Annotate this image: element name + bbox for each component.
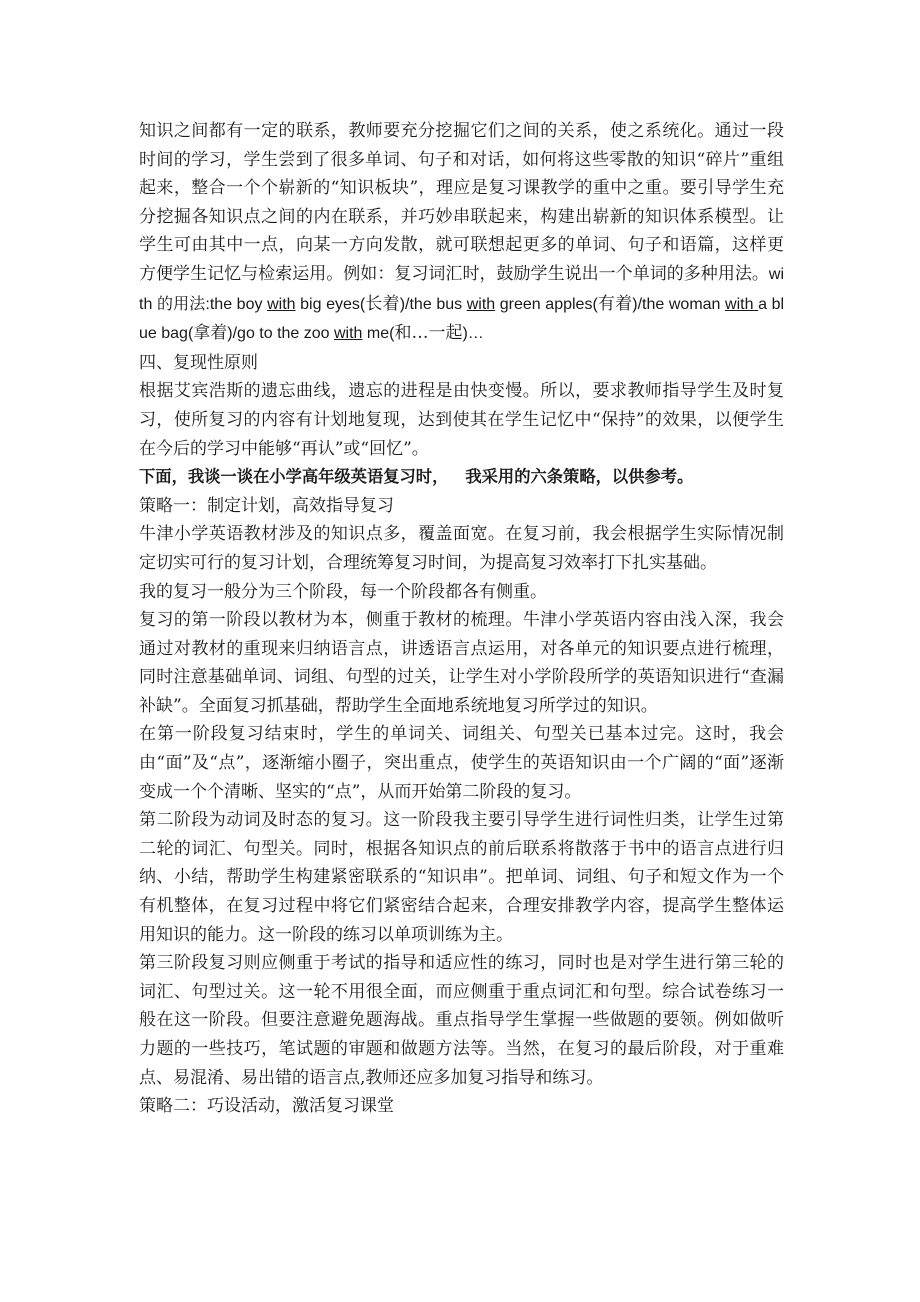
strategy-one-heading: 策略一：制定计划，高效指导复习: [139, 495, 394, 516]
with-underline-2: with: [466, 295, 496, 313]
with-underline-4: with: [334, 325, 363, 343]
section-heading-recurrence: 四、复现性原则: [139, 352, 258, 373]
with-example-end: )…: [462, 325, 484, 343]
with-underline-3: with: [725, 295, 759, 313]
paragraph-knowledge-links: [139, 117, 784, 349]
with-example-4: )/the woman: [632, 295, 726, 313]
paragraph-oxford-textbook: 牛津小学英语教材涉及的知识点多，覆盖面宽。在复习前，我会根据学生实际情况制定切实可行的复习计划，合理统筹复习时间，为提高复习效率打下扎实基础。: [139, 524, 784, 573]
strategy-two-heading: 策略二：巧设活动，激活复习课堂: [139, 1096, 394, 1117]
paragraph-stage-one-end: 在第一阶段复习结束时，学生的单词关、词组关、句型关已基本过完。这时，我会由“面”及“点”，逐渐缩小圈子，突出重点，使学生的英语知识由一个广阔的“面”逐渐变成一个个清晰、坚实的“点”，从而开始第二阶段的复习。: [139, 724, 784, 802]
with-example-7: me(: [362, 325, 395, 343]
with-gloss-3: 拿着: [193, 323, 228, 344]
with-example-1: big eyes(: [295, 295, 366, 313]
with-example-3: green apples(: [495, 295, 598, 313]
paragraph-stage-one: 复习的第一阶段以教材为本，侧重于教材的梳理。牛津小学英语内容由浅入深，我会通过对教材的重现来归纳语言点，讲透语言点运用，对各单元的知识要点进行梳理，同时注意基础单词、词组、句型的过关，让学生对小学阶段所学的英语知识进行“查漏补缺”。全面复习抓基础，帮助学生全面地系统地复习所学过的知识。: [139, 610, 784, 716]
with-example-5: a blue bag(: [139, 295, 785, 343]
with-gloss-4: 和…一起: [394, 323, 463, 344]
paragraph-stage-two: 第二阶段为动词及时态的复习。这一阶段我主要引导学生进行词性归类，让学生过第二轮的词汇、句型关。同时，根据各知识点的前后联系将散落于书中的语言点进行归纳、小结，帮助学生构建紧密联系的“知识串”。把单词、词组、句子和短文作为一个有机整体，在复习过程中将它们紧密结合起来，合理安排教学内容，提高学生整体运用知识的能力。这一阶段的练习以单项训练为主。: [139, 810, 784, 945]
with-example-6: )/go to the zoo: [227, 325, 334, 343]
with-gloss-1: 长着: [365, 293, 400, 314]
with-example-2: )/the bus: [399, 295, 467, 313]
paragraph-stage-three: 第三阶段复习则应侧重于考试的指导和适应性的练习，同时也是对学生进行第三轮的词汇、句型过关。这一轮不用很全面，而应侧重于重点词汇和句型。综合试卷练习一般在这一阶段。但要注意避免题海战。重点指导学生掌握一些做题的要领。例如做听力题的一些技巧，笔试题的审题和做题方法等。当然，在复习的最后阶段，对于重难点、易混淆、易出错的语言点,教师还应多加复习指导和练习。: [139, 953, 784, 1088]
with-underline-1: with: [267, 295, 296, 313]
document-body: [139, 117, 784, 1121]
with-usage-intro: with 的用法:the boy: [139, 265, 784, 313]
bold-intro-line: 下面，我谈一谈在小学高年级英语复习时， 我采用的六条策略，以供参考。: [139, 467, 694, 487]
with-gloss-2: 有着: [597, 293, 633, 314]
paragraph-three-stages: 我的复习一般分为三个阶段，每一个阶段都各有侧重。: [139, 581, 547, 602]
paragraph-knowledge-links-text: 知识之间都有一定的联系，教师要充分挖掘它们之间的关系，使之系统化。通过一段时间的学习，学生尝到了很多单词、句子和对话，如何将这些零散的知识“碎片”重组起来，整合一个个崭新的“知识板块”，理应是复习课教学的重中之重。要引导学生充分挖掘各知识点之间的内在联系，并巧妙串联起来，构建出崭新的知识体系模型。让学生可由其中一点，向某一方向发散，就可联想起更多的单词、句子和语篇，这样更方便学生记忆与检索运用。例如：复习词汇时，鼓励学生说出一个单词的多种用法。: [139, 121, 784, 284]
paragraph-ebbinghaus: 根据艾宾浩斯的遗忘曲线，遗忘的进程是由快变慢。所以，要求教师指导学生及时复习，使所复习的内容有计划地复现，达到使其在学生记忆中“保持”的效果，以便学生在今后的学习中能够“再认”或“回忆”。: [139, 381, 784, 459]
